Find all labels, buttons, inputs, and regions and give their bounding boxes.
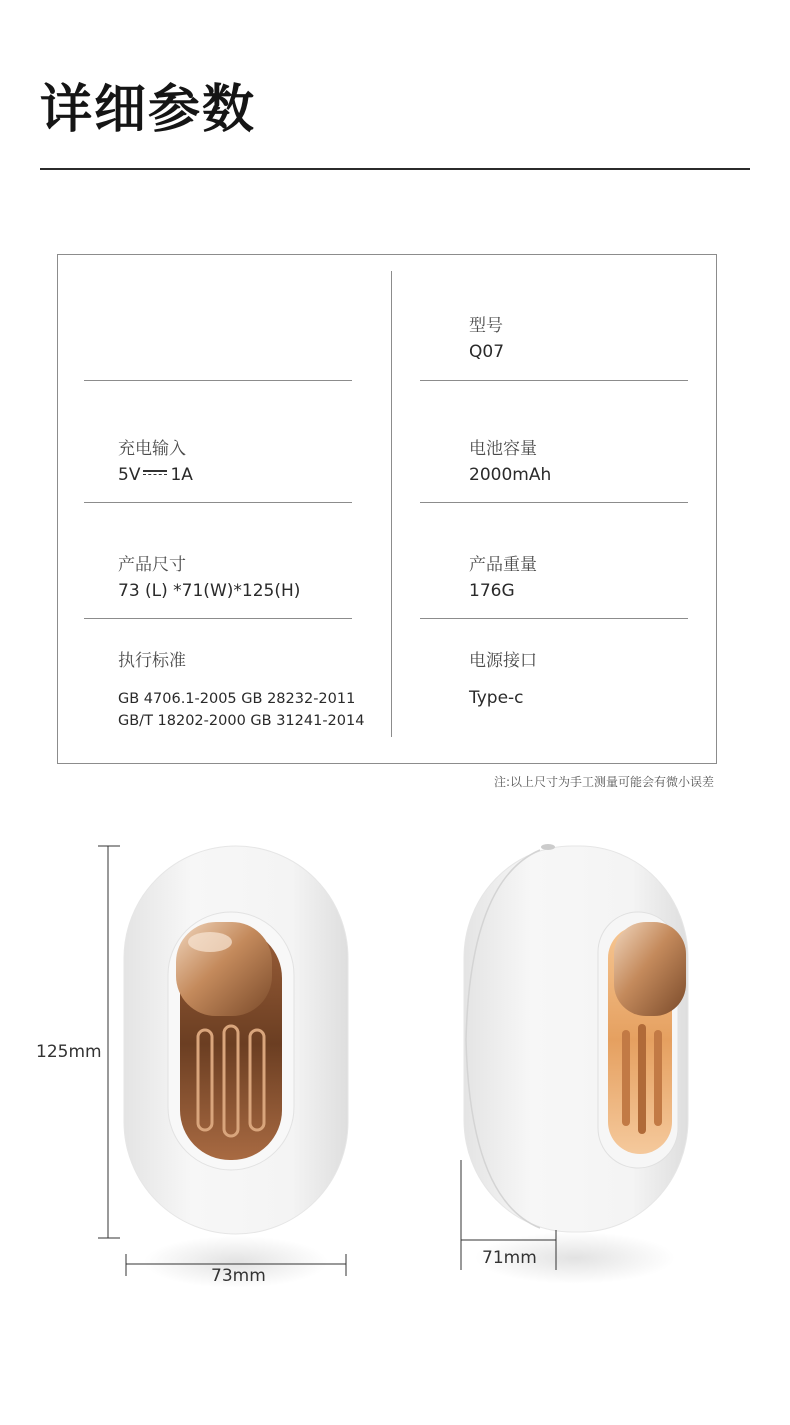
front-view-device [124,846,348,1288]
spec-table [57,254,717,764]
charging-current: 1A [170,465,193,485]
charging-voltage: 5V [118,465,141,485]
battery-capacity-value: 2000mAh [469,465,552,485]
column-divider [391,271,392,737]
power-port-value: Type-c [469,688,524,708]
title-divider [40,168,750,170]
model-value: Q07 [469,342,505,362]
power-port-label: 电源接口 [469,651,537,671]
page-title: 详细参数 [40,80,257,140]
row-divider-right-2 [420,502,688,503]
standard-line-1: GB 4706.1-2005 GB 28232-2011 [118,691,356,707]
standard-line-2: GB/T 18202-2000 GB 31241-2014 [118,713,365,729]
side-view-device [464,844,688,1284]
row-divider-left-1 [84,380,352,381]
product-weight-value: 176G [469,581,515,601]
product-illustration [0,820,790,1425]
row-divider-right-1 [420,380,688,381]
row-divider-left-2 [84,502,352,503]
row-divider-left-3 [84,618,352,619]
row-divider-right-3 [420,618,688,619]
product-size-label: 产品尺寸 [118,555,186,575]
model-label: 型号 [469,316,503,336]
depth-dimension-label: 71mm [482,1248,537,1268]
product-weight-label: 产品重量 [469,555,537,575]
height-dimension-label: 125mm [36,1042,102,1062]
charging-input-label: 充电输入 [118,439,186,459]
standard-label: 执行标准 [118,651,186,671]
charging-input-value [118,464,193,486]
measurement-note: 注:以上尺寸为手工测量可能会有微小误差 [493,775,714,789]
width-dimension-label: 73mm [211,1266,266,1286]
product-size-value: 73 (L) *71(W)*125(H) [118,581,301,601]
dc-symbol-icon [143,468,167,478]
battery-capacity-label: 电池容量 [469,439,537,459]
